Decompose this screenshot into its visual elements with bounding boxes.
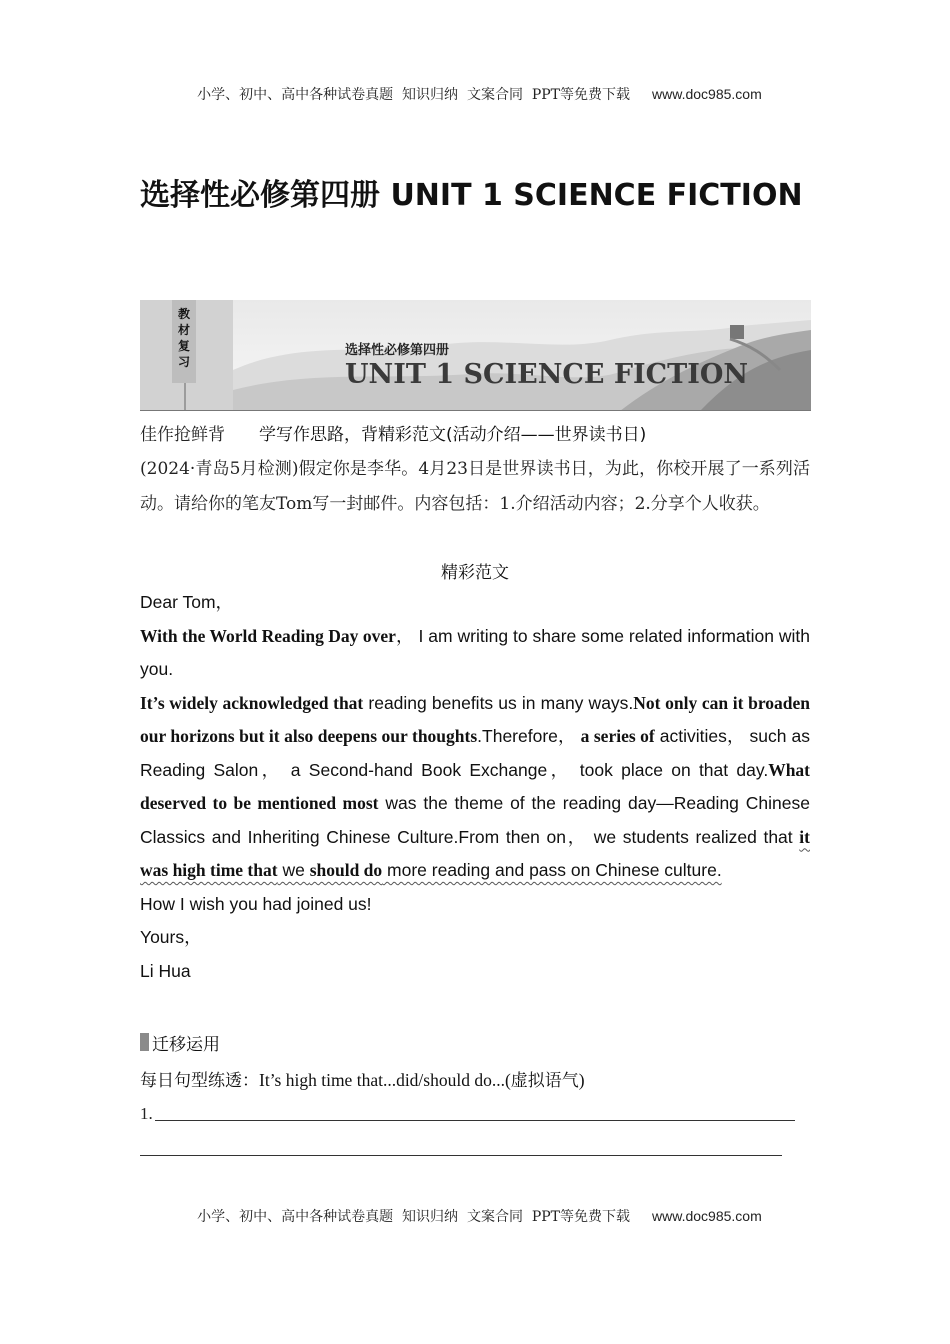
essay-paragraph-3: How I wish you had joined us! — [140, 893, 372, 914]
answer-blank-line[interactable] — [140, 1155, 782, 1156]
page-title: 选择性必修第四册 UNIT 1 SCIENCE FICTION — [140, 178, 803, 213]
essay-text: reading benefits us in many ways. — [363, 692, 634, 713]
essay-phrase: should do — [309, 860, 383, 880]
essay-closing: Yours， — [140, 927, 202, 947]
essay-phrase: Not only can it broaden our horizons but it also deepens our thoughts — [140, 692, 810, 746]
header-site-link[interactable]: www.doc985.com — [652, 86, 762, 102]
essay-text: ， I am writing to share some related information with you. — [140, 625, 810, 679]
page-footer — [0, 1190, 950, 1226]
exercise-number: 1. — [140, 1104, 153, 1123]
page-header — [0, 68, 950, 104]
unit-banner — [140, 300, 811, 411]
essay-text: we — [277, 860, 310, 880]
daily-pattern — [140, 1066, 585, 1091]
task-exam: 检测 — [257, 459, 292, 479]
header-text: 小学、初中、高中各种试卷真题 知识归纳 文案合同 PPT等免费下载 — [197, 87, 631, 103]
task-city: 青岛 — [195, 459, 230, 479]
footer-text: 小学、初中、高中各种试卷真题 知识归纳 文案合同 PPT等免费下载 — [197, 1209, 631, 1225]
footer-site-link[interactable]: www.doc985.com — [652, 1208, 762, 1224]
banner-subtitle: 选择性必修第四册 — [345, 343, 450, 358]
task-source: (2024· — [140, 459, 196, 479]
writing-task — [140, 452, 810, 522]
transfer-heading — [140, 1030, 220, 1055]
essay-phrase: With the World Reading Day over — [140, 625, 396, 646]
task-month: 5月 — [229, 459, 258, 479]
section-bar-icon — [140, 1033, 149, 1051]
task-body: )假定你是李华。4月23日是世界读书日，为此，你校开展了一系列活动。请给你的笔友Tom写一封邮件。内容包括：1.介绍活动内容；2.分享个人收获。 — [140, 459, 811, 514]
essay-text: .Therefore， — [477, 726, 581, 746]
essay-signature: Li Hua — [140, 960, 191, 981]
essay-phrase: a series of — [580, 726, 655, 746]
essay-phrase: What deserved to be mentioned most — [140, 759, 810, 813]
essay-phrase: It’s widely acknowledged that — [140, 692, 364, 713]
essay-greeting: Dear Tom， — [140, 592, 234, 612]
banner-landscape-image — [140, 300, 811, 411]
essay-text: more reading and pass on Chinese culture. — [382, 860, 722, 880]
essay-phrase: it was high time that — [140, 826, 810, 880]
banner-tag: 教 材 复 习 — [177, 307, 190, 369]
daily-pattern-close: ) — [578, 1070, 585, 1090]
daily-pattern-label: 每日句型练透： — [140, 1071, 259, 1091]
section-description: 学写作思路，背精彩范文(活动介绍——世界读书日) — [259, 425, 647, 445]
section-label: 佳作抢鲜背 — [140, 425, 225, 445]
banner-unit-title: UNIT 1 SCIENCE FICTION — [345, 359, 749, 390]
essay-paragraph-2 — [140, 687, 810, 888]
essay-paragraph-1 — [140, 620, 810, 687]
exercise-item-1 — [140, 1104, 795, 1124]
daily-pattern-note: 虚拟语气 — [510, 1071, 579, 1091]
essay-heading: 精彩范文 — [441, 563, 509, 583]
essay-text: was the theme of the reading day—Reading Chinese Classics and Inheriting Chinese Culture.From then on， we students realized that — [140, 793, 810, 847]
answer-blank[interactable] — [155, 1104, 795, 1121]
model-essay — [140, 586, 810, 988]
transfer-label: 迁移运用 — [152, 1035, 220, 1055]
section-heading — [140, 420, 646, 445]
daily-pattern-text: It’s high time that...did/should do...( — [259, 1070, 511, 1090]
essay-text: activities， such as Reading Salon， a Second-hand Book Exchange， took place on that day. — [140, 726, 810, 780]
